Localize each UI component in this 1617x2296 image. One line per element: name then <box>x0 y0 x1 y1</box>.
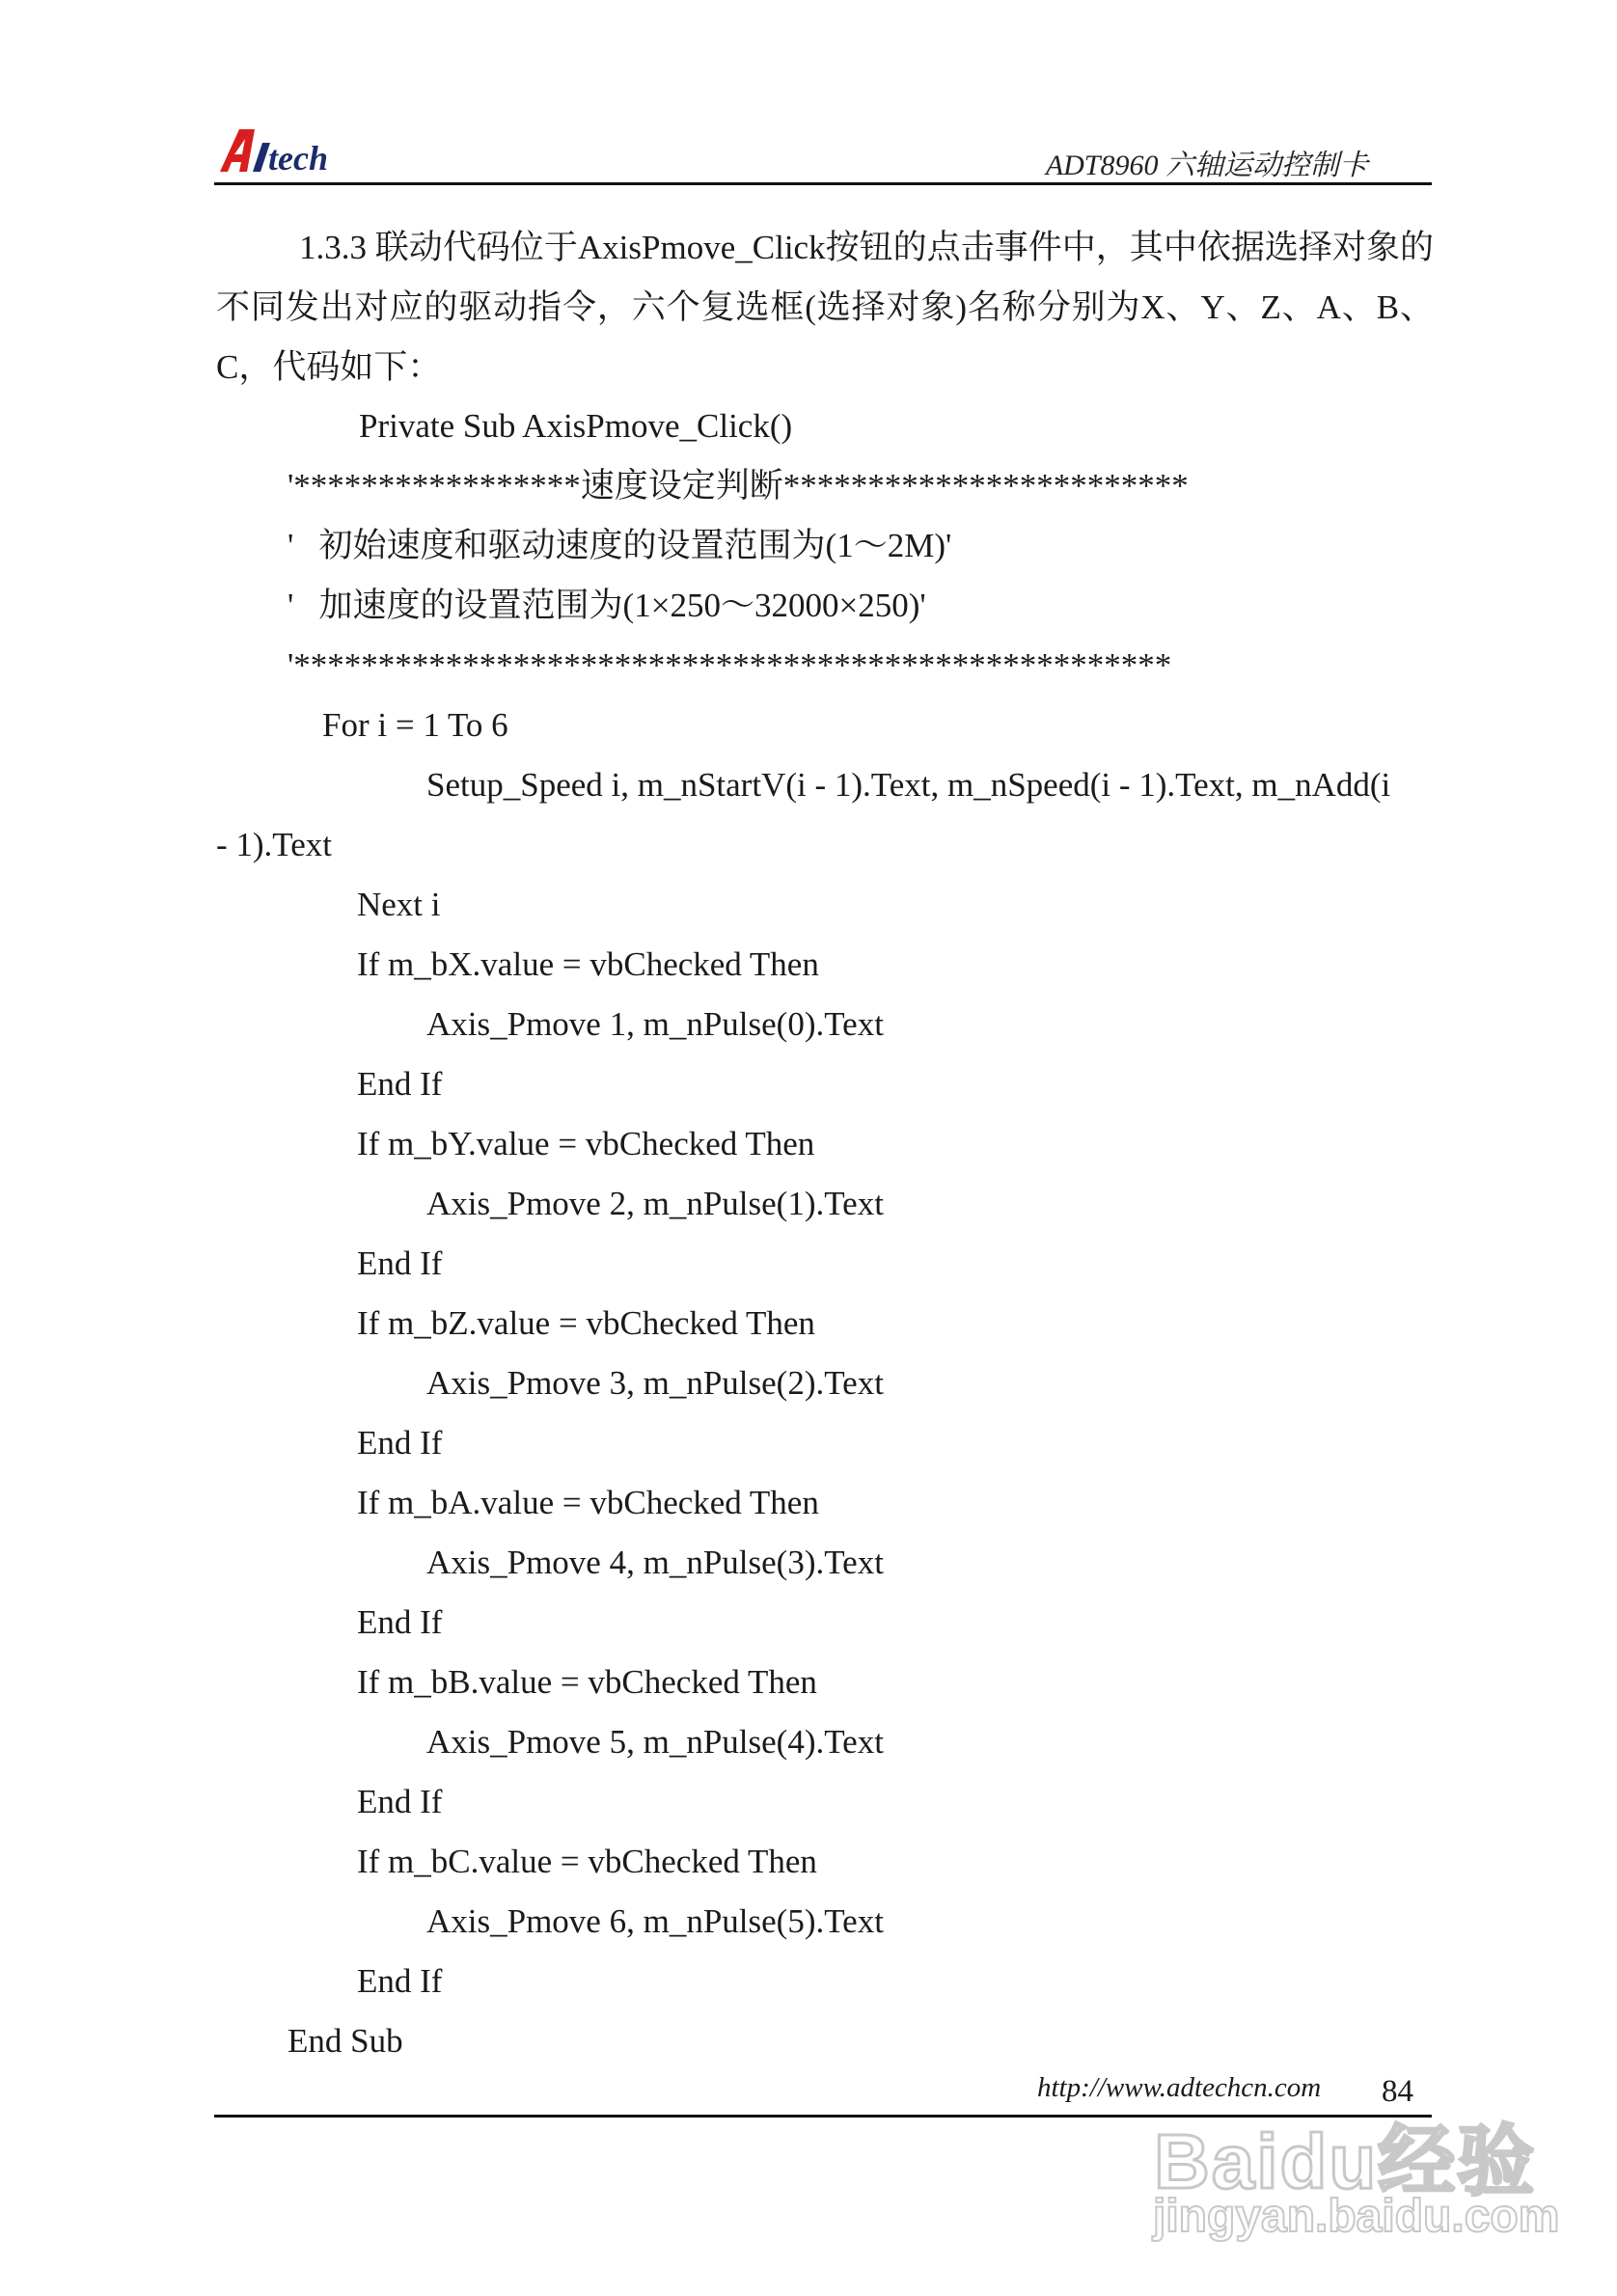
code-line: Axis_Pmove 2, m_nPulse(1).Text <box>426 1185 884 1222</box>
footer-url: http://www.adtechcn.com <box>1037 2072 1322 2103</box>
svg-text:tech: tech <box>268 139 328 178</box>
code-line: If m_bZ.value = vbChecked Then <box>357 1304 815 1342</box>
code-comment-line: '**************************************************** <box>288 646 1172 684</box>
code-line: If m_bA.value = vbChecked Then <box>357 1484 819 1521</box>
code-line: Axis_Pmove 3, m_nPulse(2).Text <box>426 1364 884 1402</box>
code-comment-line: ' 加速度的设置范围为(1×250～32000×250)' <box>288 587 926 624</box>
adtech-logo <box>214 123 369 178</box>
code-line: Axis_Pmove 6, m_nPulse(5).Text <box>426 1902 884 1940</box>
header-title: ADT8960 六轴运动控制卡 <box>1045 150 1368 181</box>
code-comment-line: ' 初始速度和驱动速度的设置范围为(1～2M)' <box>288 527 952 564</box>
header-rule <box>214 182 1432 185</box>
code-comment-line: '*****************速度设定判断************************ <box>288 467 1189 505</box>
code-line: End If <box>357 1962 443 2000</box>
code-line: Setup_Speed i, m_nStartV(i - 1).Text, m_nSpeed(i - 1).Text, m_nAdd(i <box>426 766 1391 804</box>
code-line: End If <box>357 1065 443 1103</box>
code-line: Next i <box>357 886 441 923</box>
code-line: End If <box>357 1603 443 1641</box>
code-line: If m_bC.value = vbChecked Then <box>357 1843 817 1880</box>
code-line: - 1).Text <box>216 826 333 863</box>
code-line: If m_bB.value = vbChecked Then <box>357 1663 817 1701</box>
code-line: If m_bY.value = vbChecked Then <box>357 1125 815 1162</box>
code-line: If m_bX.value = vbChecked Then <box>357 945 819 983</box>
code-line: End If <box>357 1783 443 1820</box>
code-line: Axis_Pmove 4, m_nPulse(3).Text <box>426 1544 884 1581</box>
code-line: Axis_Pmove 1, m_nPulse(0).Text <box>426 1005 884 1043</box>
watermark-url: jingyan.baidu.com <box>1153 2191 1560 2242</box>
code-line: Private Sub AxisPmove_Click() <box>359 407 793 445</box>
code-line: End If <box>357 1424 443 1462</box>
watermark-brand: Baidu经验 <box>1154 2118 1537 2204</box>
code-line: End If <box>357 1244 443 1282</box>
code-line: Axis_Pmove 5, m_nPulse(4).Text <box>426 1723 884 1761</box>
page-number: 84 <box>1382 2074 1413 2109</box>
code-line: For i = 1 To 6 <box>322 706 508 744</box>
intro-paragraph: 1.3.3 联动代码位于AxisPmove_Click按钮的点击事件中，其中依据选择对象的不同发出对应的驱动指令，六个复选框(选择对象)名称分别为X、Y、Z、A、B、C，代码如下： <box>216 229 1434 386</box>
code-line: End Sub <box>288 2022 403 2060</box>
